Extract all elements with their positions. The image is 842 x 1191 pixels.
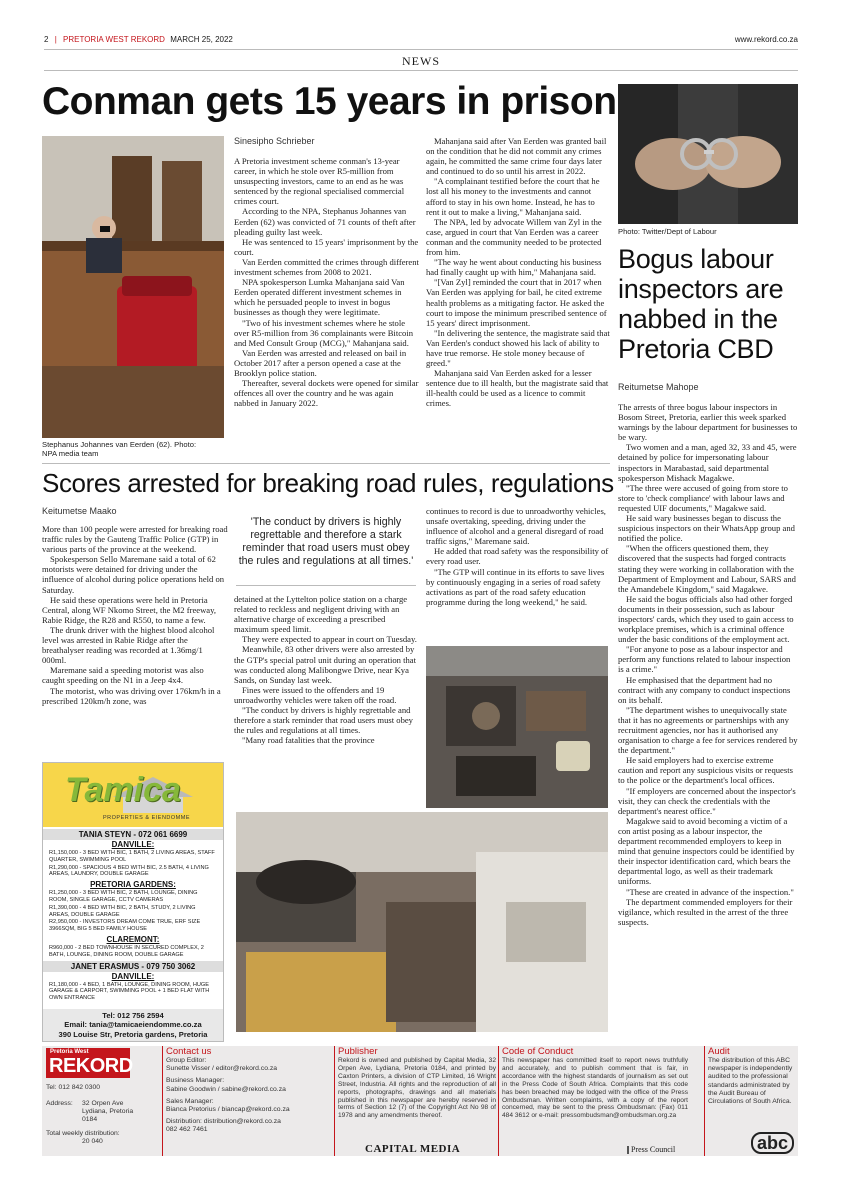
paragraph: detained at the Lyttelton police station on a charge related to reckless and negligent driving with an alternative charge of exceeding a prescribed maximum speed limit. — [234, 594, 408, 635]
paragraph: Mahanjana said Van Eerden asked for a lesser sentence due to ill health, but the magistrate said that ill-health could be used as a licence to commit crimes. — [426, 368, 609, 409]
masthead-title: REKORD — [49, 1055, 133, 1077]
publication-name: PRETORIA WEST REKORD — [63, 35, 165, 44]
abc-logo: abc — [751, 1132, 794, 1154]
paragraph: The NPA, led by advocate Willem van Zyl in the case, argued in court that Van Eerden was a career conman and the community needed to be protected from him. — [426, 216, 602, 258]
agent-1: TANIA STEYN - 072 061 6699 — [43, 829, 223, 840]
advert-logo-panel — [43, 763, 223, 827]
property-advert[interactable] — [42, 762, 224, 1042]
paragraph: "[Van Zyl] reminded the court that in 2017 when Van Eerden was applying for bail, he cited extreme health problems as a mitigating factor. He asked the court to impose the minimum prescribed sentence of 15 years' direct imprisonment. — [426, 277, 607, 328]
paragraph: He said the bogus officials also had other forged documents in their possession, such as labour inspectors' cards, which they used to gain access to workplace premises, which is a criminal offence under the basic conditions of the employment act. — [618, 593, 794, 645]
distribution-label: Total weekly distribution: — [46, 1130, 120, 1137]
contact-line[interactable]: Bianca Pretorius / biancap@rekord.co.za — [166, 1106, 290, 1114]
capital-media-logo: CAPITAL MEDIA — [365, 1143, 461, 1155]
paragraph: The department commended employers for their vigilance, which resulted in the arrest of the three suspects. — [618, 896, 793, 927]
paragraph: More than 100 people were arrested for breaking road traffic rules by the Gauteng Traffic Police (GTP) in various parts of the province at the weekend. — [42, 524, 228, 555]
story1-caption: Stephanus Johannes van Eerden (62). Photo: NPA media team — [42, 440, 197, 458]
story2-headline: Bogus labour inspectors are nabbed in the Pretoria CBD — [618, 244, 784, 364]
story1-headline: Conman gets 15 years in prison — [42, 80, 617, 123]
paragraph: Van Eerden was arrested and released on bail in October 2017 after a person opened a case at the Brooklyn police station. — [234, 347, 407, 378]
footer-contact — [162, 1046, 330, 1156]
address-line: Lydiana, Pretoria — [82, 1108, 134, 1116]
listing: R1,390,000 - 4 BED WITH BIC, 2 BATH, STUDY, 2 LIVING AREAS, DOUBLE GARAGE — [49, 904, 196, 918]
paragraph: He was sentenced to 15 years' imprisonment by the court. — [234, 236, 419, 257]
advert-tagline: PROPERTIES & EIENDOMME — [103, 815, 190, 821]
paragraph: "A complainant testified before the court that he lost all his money to the investments and cannot afford to stay in his own home. Instead, he has to rent it out to make a living," Mahanjana said. — [426, 176, 600, 217]
footer — [42, 1046, 798, 1156]
publisher-title: Publisher — [338, 1046, 378, 1057]
contact-line: Business Manager: — [166, 1077, 225, 1085]
paragraph: The arrests of three bogus labour inspectors in Bosom Street, Pretoria, earlier this week sparked warnings by the labour department for businesses to be wary. — [618, 402, 798, 443]
listing: R1,250,000 - 3 BED WITH BIC, 2 BATH, LOUNGE, DINING ROOM, SINGLE GARAGE, CCTV CAMERAS — [49, 890, 198, 903]
paragraph: "The GTP will continue in its efforts to save lives by continuously engaging in a series of road safety activations as part of the road safety education programme during the long weekend," he said. — [426, 566, 605, 607]
paragraph: "The department wishes to unequivocally state that it has no agreements or partnerships with any recruitment agencies, nor has it authorised any organisation to charge a fee for services rendered by the department." — [618, 704, 798, 756]
area-heading: DANVILLE: — [111, 971, 155, 981]
story2-photo-credit: Photo: Twitter/Dept of Labour — [618, 227, 717, 236]
paragraph: "For anyone to pose as a labour inspector and perform any functions related to labour inspection is a crime." — [618, 644, 791, 675]
paragraph: NPA spokesperson Lumka Mahanjana said Van Eerden operated different investment schemes in which he persuaded people to invest in bogus businesses as though they were legitimate. — [234, 277, 405, 318]
footer-audit — [704, 1046, 798, 1156]
courtroom-photo-icon — [42, 136, 224, 438]
website-link[interactable]: www.rekord.co.za — [734, 35, 798, 44]
address-line: 32 Orpen Ave — [82, 1100, 124, 1107]
footer-address-label: Address: — [46, 1100, 73, 1107]
story1-byline: Sinesipho Schrieber — [234, 136, 315, 146]
paragraph: Maremane said a speeding motorist was also caught speeding on the N1 in a Jeep 4x4. — [42, 665, 204, 686]
paragraph: "The conduct by drivers is highly regrettable and therefore a stark reminder that road users must obey the rules and regulations at all times. — [234, 705, 413, 736]
footer-masthead-block — [42, 1046, 160, 1156]
paragraph: "If employers are concerned about the inspector's visit, they can check the credentials with the department's nearest office." — [618, 785, 796, 816]
paragraph: The motorist, who was driving over 176km/h in a prescribed 120km/h zone, was — [42, 685, 221, 706]
footer-publisher — [334, 1046, 496, 1156]
paragraph: He added that road safety was the responsibility of every road user. — [426, 546, 609, 567]
paragraph: The drunk driver with the highest blood alcohol level was arrested in Rabie Ridge after the breathalyser reading was recorded at 1.36mg/1 000ml. — [42, 624, 215, 666]
section-label: NEWS — [402, 54, 440, 68]
engine-photo — [426, 646, 608, 808]
publisher-text: Rekord is owned and published by Capital Media, 32 Orpen Ave, Lydiana, Pretoria 0184, and printed by Caxton Printers, a division of CTP Limited, 16 Wright Street, Industria. All rights and the reproduction of all reports, photographs, drawings and all materials published in this newspaper are hereby reserved in terms of Section 12 (7) of the Copyright Act No 98 of 1978 and any amendments thereof. — [338, 1057, 496, 1120]
listing: R960,000 - 2 BED TOWNHOUSE IN SECURED COMPLEX, 2 BATH, LOUNGE, DINING ROOM, DOUBLE GARAGE — [49, 944, 204, 958]
paragraph: Van Eerden committed the crimes through different investment schemes from 2008 to 2021. — [234, 256, 419, 278]
paragraph: They were expected to appear in court on Tuesday. — [242, 634, 417, 645]
contact-line[interactable]: Sunette Visser / editor@rekord.co.za — [166, 1065, 278, 1073]
paragraph: "When the officers questioned them, they discovered that the suspects had forged contracts stating they were working in collaboration with the Department of Employment and Labour, SARS and the Amandebele Kingdom," said Magakwe. — [618, 543, 796, 594]
paragraph: "The way he went about conducting his business had finally caught up with him," Mahanjana said. — [426, 257, 602, 278]
paragraph: "The three were accused of going from store to store to 'check compliance' with labour laws and requested UIF documents," Magakwe said. — [618, 482, 788, 513]
advert-brand: Tamica — [65, 771, 181, 809]
contact-line: 082 462 7461 — [166, 1126, 208, 1134]
paragraph: According to the NPA, Stephanus Johannes van Eerden (62) was convicted of 71 counts of theft after pleading guilty last week. — [234, 206, 416, 237]
story3-column-1 — [42, 524, 228, 706]
footer-tel: Tel: 012 842 0300 — [46, 1084, 101, 1091]
contact-line: Sales Manager: — [166, 1097, 214, 1105]
story1-column-1 — [234, 156, 420, 408]
listing: R1,290,000 - SPACIOUS 4 BED WITH BIC, 2.5 BATH, 4 LIVING AREAS, LAUNDRY, DOUBLE GARAGE — [49, 864, 209, 878]
pull-quote: 'The conduct by drivers is highly regrettable and therefore a stark reminder that road users must obey the rules and regulations at all times.' — [238, 516, 414, 567]
car-interior-photo-icon — [236, 812, 608, 1032]
footer-masthead — [46, 1048, 133, 1078]
header-rule — [44, 49, 798, 50]
address-line: 0184 — [82, 1116, 98, 1124]
footer-conduct — [498, 1046, 702, 1156]
area-heading: PRETORIA GARDENS: — [90, 880, 176, 890]
story3-column-3 — [426, 506, 610, 607]
paragraph: He said employers had to exercise extreme caution and report any suspicious visits or requests to the police or the department's local offices. — [618, 755, 793, 786]
distribution-value: 20 040 — [82, 1138, 103, 1145]
paragraph: Magakwe said to avoid becoming a victim of a con artist posing as a labour inspector, the department recommended employers to keep in mind that genuine inspectors could be identified by their inspector identification card, which bears the departmental logo, as well as their trademark uniforms. — [618, 815, 795, 887]
paragraph: Thereafter, several dockets were opened for similar offences all over the country and he was again nabbed in January 2022. — [234, 378, 419, 409]
contact-title: Contact us — [166, 1046, 212, 1057]
conduct-text: This newspaper has committed itself to report news truthfully and accurately, and to publish comment that is fair, in accordance with the highest standards of journalism as set out in the Press Code of South Africa. Complaints that this code has been breached may be lodged with the office of the Press Ombudsman. Written complaints, with a copy of the report concerned, may be sent to the press Ombudsman: (Fax) 011 484 3612 or e-mail: pressombudsman@ombudsman.org.za — [502, 1057, 688, 1120]
story2-body — [618, 402, 798, 927]
masthead-small: Pretoria West — [50, 1049, 89, 1055]
paragraph: He emphasised that the department had no contract with any company to conduct inspections on its behalf. — [618, 674, 791, 705]
audit-title: Audit — [708, 1046, 730, 1057]
section-rule — [44, 70, 798, 71]
conduct-title: Code of Conduct — [502, 1046, 574, 1057]
page-header: 2 | PRETORIA WEST REKORD MARCH 25, 2022 www.rekord.co.za — [44, 35, 798, 44]
paragraph: Spokesperson Sello Maremane said a total of 62 motorists were detained for driving under the influence of alcohol during police operations held on Saturday. — [42, 554, 225, 595]
agent-2: JANET ERASMUS - 079 750 3062 — [43, 961, 223, 972]
paragraph: "Two of his investment schemes where he stole over R5-million from 36 complainants were Bitcoin and Med Consult Group (MCG)," Mahanjana said. — [234, 317, 414, 348]
area-heading: DANVILLE: — [111, 840, 155, 849]
paragraph: He said these operations were held in Pretoria Central, along WF Nkomo Street, the M2 freeway, Rabie Ridge, the R28 and R550, to name a few. — [42, 594, 216, 625]
paragraph: continues to record is due to unroadworthy vehicles, unsafe overtaking, speeding, driving under the influence of alcohol and a general disregard of road traffic signs," Maremane said. — [426, 506, 606, 547]
listing: R2,950,000 - INVESTORS DREAM COME TRUE, ERF SIZE 3966SQM, BIG 5 BED FAMILY HOUSE — [49, 919, 201, 933]
pull-quote-rule — [236, 585, 416, 586]
paragraph: "In delivering the sentence, the magistrate said that Van Eerden's conduct showed his lack of ability to have true remorse. He stole money because of greed." — [426, 327, 610, 369]
footer-address — [82, 1100, 133, 1125]
paragraph: A Pretoria investment scheme conman's 13-year career, in which he stole over R5-million from unsuspecting investors, came to an end as he was sentenced by the regional specialised commercial crimes court. — [234, 156, 405, 207]
advert-address: 390 Louise Str, Pretoria gardens, Pretoria — [58, 1029, 208, 1039]
area-heading: CLAREMONT: — [106, 934, 160, 944]
handcuffs-photo-icon — [618, 84, 798, 224]
contact-line: Group Editor: — [166, 1057, 207, 1064]
engine-photo-icon — [426, 646, 608, 808]
contact-lines — [166, 1057, 330, 1135]
story2-byline: Reitumetse Mahope — [618, 382, 699, 392]
paragraph: He said wary businesses began to discuss the suspicious inspectors on their WhatsApp group and notified the police. — [618, 513, 795, 544]
press-council-logo — [627, 1146, 677, 1154]
listing: R1,180,000 - 4 BED, 1 BATH, LOUNGE, DINING ROOM, HUGE GARAGE & CARPORT, SWIMMING POOL + 1 BED FLAT WITH OWN ENTRANCE — [49, 981, 210, 1002]
press-council-label: Press Council — [631, 1145, 676, 1154]
page-number: 2 — [44, 35, 49, 44]
contact-line[interactable]: Distribution: distribution@rekord.co.za — [166, 1118, 281, 1126]
story1-column-2 — [426, 136, 610, 409]
advert-email[interactable]: Email: tania@tamicaeiendomme.co.za — [64, 1020, 202, 1030]
listing: R1,150,000 - 3 BED WITH BIC, 1 BATH, 2 LIVING AREAS, STAFF QUARTER, SWIMMING POOL — [49, 850, 215, 863]
contact-line[interactable]: Sabine Goodwin / sabine@rekord.co.za — [166, 1085, 286, 1093]
issue-date: MARCH 25, 2022 — [170, 35, 233, 44]
paragraph: Two women and a man, aged 32, 33 and 45, were detained by police for impersonating labour inspectors in Marabastad, said departmental spokesperson Mishack Magakwe. — [618, 442, 797, 483]
story3-column-2 — [234, 594, 420, 745]
story1-photo — [42, 136, 224, 438]
advert-tel[interactable]: Tel: 012 756 2594 — [102, 1010, 164, 1020]
car-interior-photo — [236, 812, 608, 1032]
paragraph: Mahanjana said after Van Eerden was granted bail on the condition that he did not commit any crimes again, he committed the same crime four days later and continued to do so until his arrest in 2022. — [426, 136, 607, 177]
story2-photo — [618, 84, 798, 224]
story3-headline: Scores arrested for breaking road rules, regulations — [42, 468, 614, 498]
paragraph: "Many road fatalities that the province — [242, 735, 375, 746]
advert-contact — [43, 1009, 223, 1041]
paragraph: "These are created in advance of the inspection." — [626, 886, 794, 897]
story-divider — [42, 463, 610, 464]
story3-byline: Keitumetse Maako — [42, 506, 117, 516]
paragraph: Fines were issued to the offenders and 19 unroadworthy vehicles were taken off the road. — [234, 684, 397, 705]
audit-text: The distribution of this ABC newspaper is independently audited to the professional standards administrated by the Audit Bureau of Circulations of South Africa. — [708, 1057, 793, 1106]
paragraph: Meanwhile, 83 other drivers were also arrested by the GTP's special patrol unit during an operation that was conducted along Malibongwe Drive, near Kya Sands, on Sunday last week. — [234, 644, 416, 685]
